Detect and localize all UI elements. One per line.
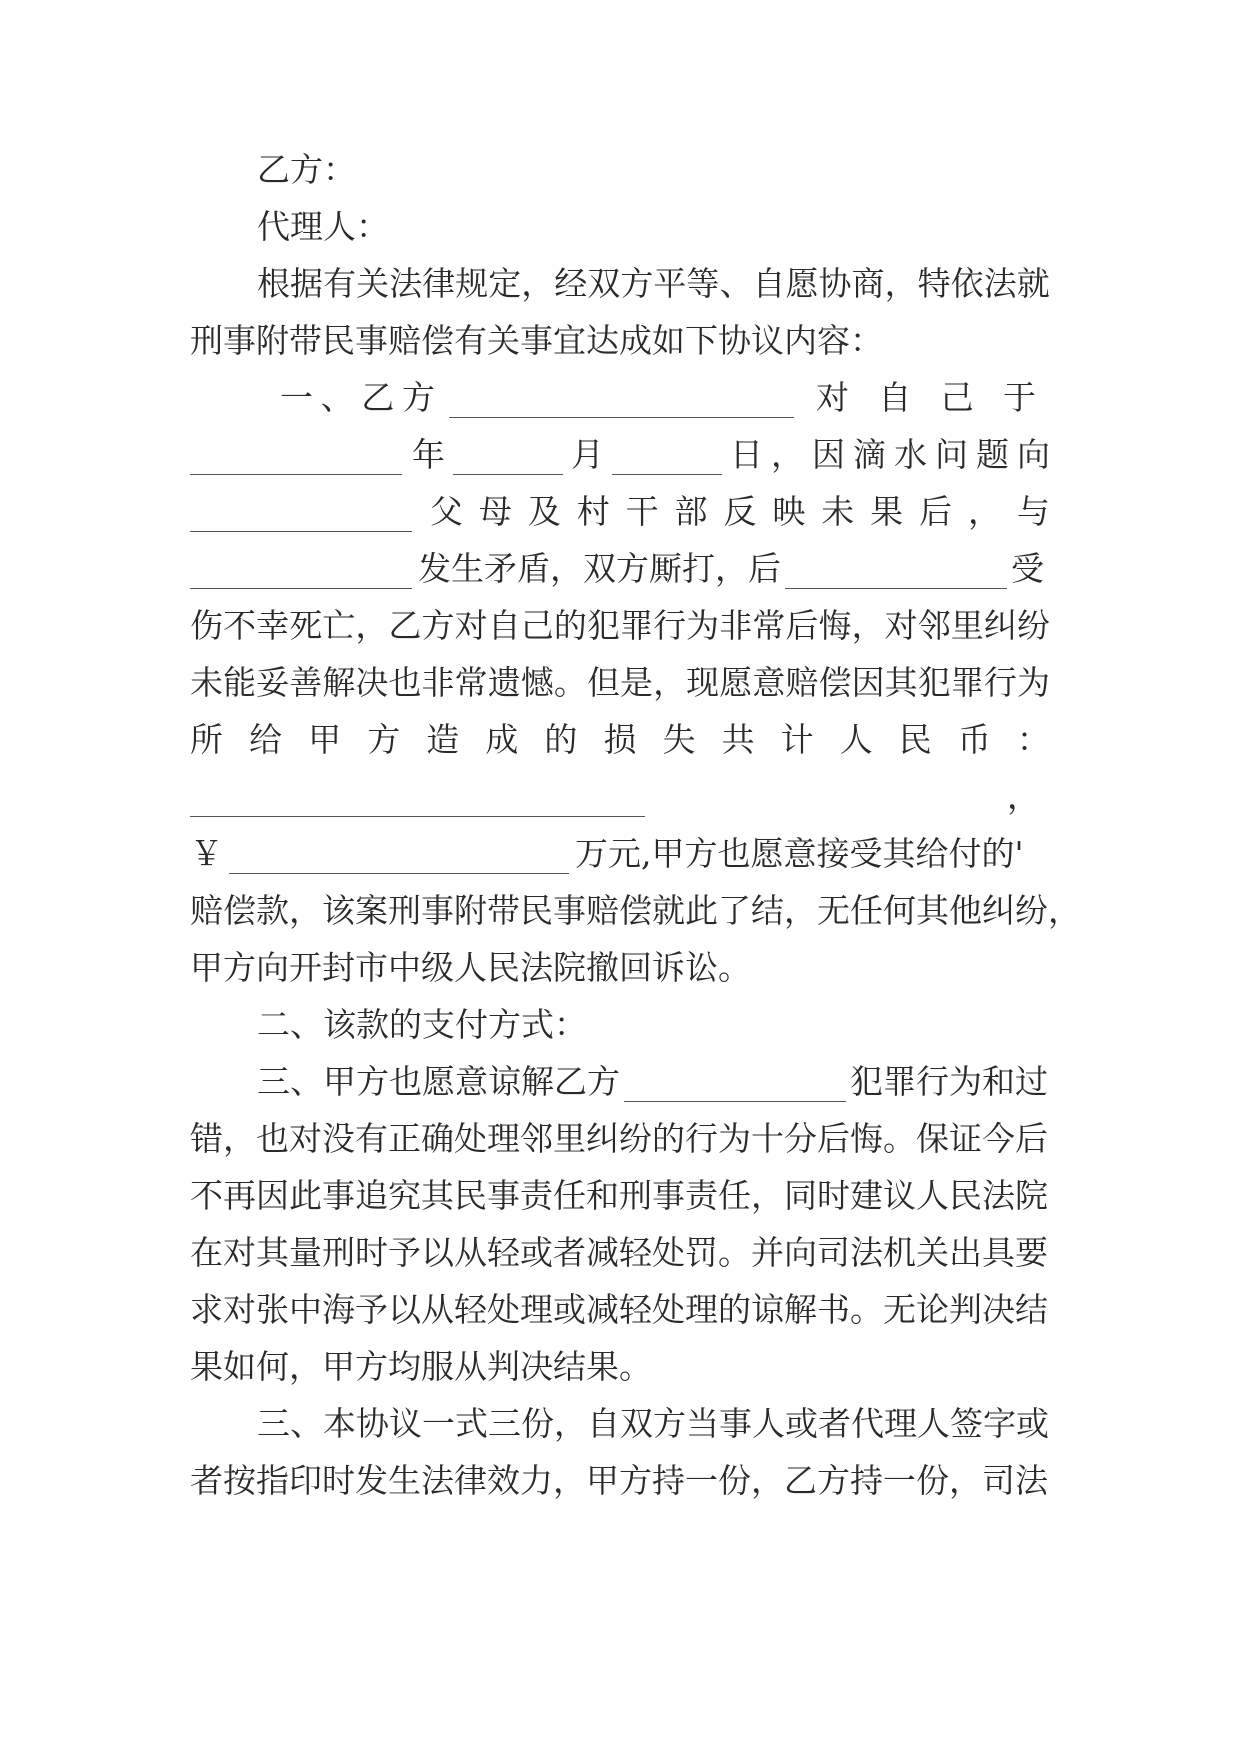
paragraph-line: 刑事附带民事赔偿有关事宜达成如下协议内容： [190,321,883,360]
clause-one-line-2 [190,435,1050,475]
paragraph-line: 果如何，甲方均服从判决结果。 [190,1347,652,1386]
paragraph-line: 求对张中海予以从轻处理或减轻处理的谅解书。无论判决结 [190,1290,1048,1329]
text-run: 一 、 乙 方 [280,378,435,417]
paragraph-line: 甲方向开封市中级人民法院撤回诉讼。 [190,948,751,987]
fill-in-blank[interactable] [449,389,794,418]
text-run: 三、甲方也愿意谅解乙方 [257,1062,620,1101]
fill-in-blank[interactable] [612,446,722,475]
paragraph-line [190,663,1050,703]
text-run: 万元,甲方也愿意接受其给付的' [575,834,1024,873]
text-run: 月 [571,435,604,474]
currency-symbol: ￥ [190,834,223,873]
text-run: 伤 不 幸 死 亡 ， 乙 方 对 自 己 的 犯 罪 行 为 非 常 后 悔 ， 对 邻 里 纠 纷 [190,606,1050,645]
text-run: 所 给 甲 方 造 成 的 损 失 共 计 人 民 币 ： [190,720,1050,759]
clause-two-heading: 二、该款的支付方式： [257,1005,587,1044]
agent-label: 代理人： [257,207,389,246]
clause-one-line-1 [280,378,1050,418]
fill-in-blank[interactable] [190,446,402,475]
text-run: 未 能 妥 善 解 决 也 非 常 遗 憾 。 但 是 ， 现 愿 意 赔 偿 因 其 犯 罪 行 为 [190,663,1050,702]
fill-in-blank[interactable] [785,560,1007,589]
paragraph-line: 错，也对没有正确处理邻里纠纷的行为十分后悔。保证今后 [190,1119,1048,1158]
party-b-label: 乙方： [257,150,356,189]
amount-figures-line [190,834,1050,874]
fill-in-blank[interactable] [453,446,563,475]
fill-in-blank[interactable] [624,1073,846,1102]
text-run: 发生矛盾，双方厮打，后 [418,549,781,588]
amount-in-words-blank[interactable] [190,788,645,817]
clause-one-line-3 [190,492,1050,532]
clause-three-line-1 [257,1062,1050,1102]
text-run: 对 自 己 于 [816,378,1036,417]
paragraph-line: 不再因此事追究其民事责任和刑事责任，同时建议人民法院 [190,1176,1048,1215]
amount-words-line [190,777,1050,817]
text-run: 根 据 有 关 法 律 规 定 ， 经 双 方 平 等 、 自 愿 协 商 ， 特 依 法 就 [257,264,1050,303]
text-run: 父 母 及 村 干 部 反 映 未 果 后 ， 与 [430,492,1050,531]
amount-in-figures-blank[interactable] [229,845,569,874]
text-run: 受 [1011,549,1044,588]
paragraph-line [257,264,1050,304]
paragraph-line [190,720,1050,760]
text-run: 日 ， 因 滴 水 问 题 向 [730,435,1050,474]
clause-one-line-4 [190,549,1050,589]
paragraph-line: 赔偿款，该案刑事附带民事赔偿就此了结，无任何其他纠纷， [190,891,1081,930]
fill-in-blank[interactable] [190,560,412,589]
paragraph-line: 在对其量刑时予以从轻或者减轻处罚。并向司法机关出具要 [190,1233,1048,1272]
paragraph-line: 三、本协议一式三份，自双方当事人或者代理人签字或 [257,1404,1049,1443]
text-run: ， [1007,777,1040,816]
paragraph-line [190,606,1050,646]
paragraph-line: 者按指印时发生法律效力，甲方持一份，乙方持一份，司法 [190,1461,1048,1500]
text-run: 犯罪行为和过 [850,1062,1048,1101]
text-run: 年 [412,435,445,474]
fill-in-blank[interactable] [190,503,412,532]
